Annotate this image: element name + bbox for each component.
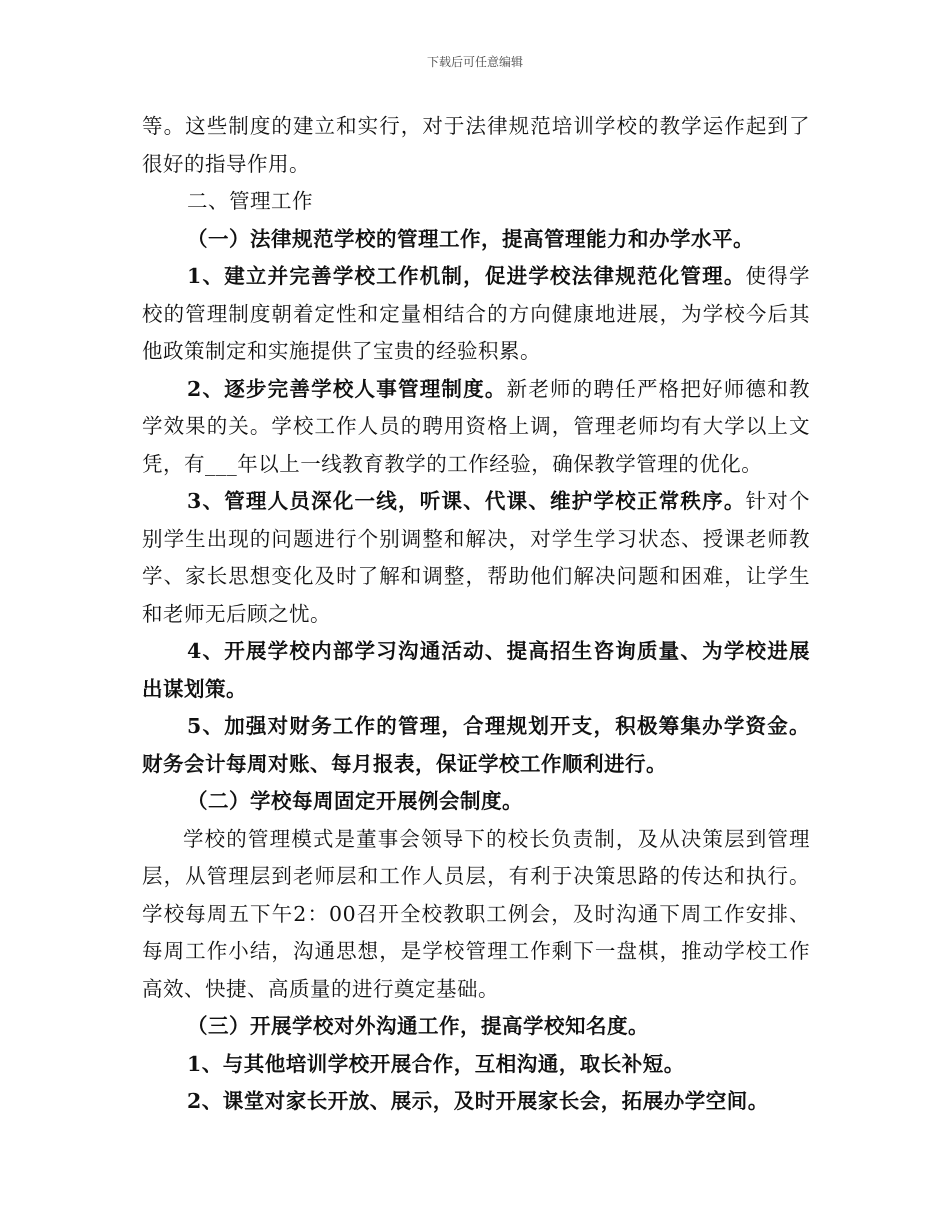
item-paragraph-5: 5、加强对财务工作的管理，合理规划开支，积极筹集办学资金。财务会计每周对账、每月报表，保证学校工作顺利进行。 — [142, 714, 810, 776]
paragraph-continuation: 等。这些制度的建立和实行，对于法律规范培训学校的教学运作起到了很好的指导作用。 — [142, 114, 810, 176]
subsection-heading-2: （二）学校每周固定开展例会制度。 — [187, 789, 523, 813]
item-paragraph-3 — [142, 483, 810, 633]
page-header-note: 下载后可任意编辑 — [426, 55, 523, 69]
item-text-1: 使得学校的管理制度朝着定性和定量相结合的方向健康地进展，为学校今后其他政策制定和实施提供了宝贵的经验积累。 — [142, 264, 811, 363]
section-heading-management: 二、管理工作 — [187, 189, 313, 213]
item-text-2: 新老师的聘任严格把好师德和教学效果的关。学校工作人员的聘用资格上调，管理老师均有大学以上文凭，有___年以上一线教育教学的工作经验，确保教学管理的优化。 — [142, 376, 811, 476]
item-lead-3: 3、管理人员深化一线，听课、代课、维护学校正常秩序。 — [187, 489, 746, 513]
outreach-item-2: 2、课堂对家长开放、展示，及时开展家长会，拓展办学空间。 — [187, 1089, 769, 1113]
document-body — [142, 108, 810, 1121]
outreach-item-1: 1、与其他培训学校开展合作，互相沟通，取长补短。 — [187, 1051, 685, 1076]
item-paragraph-1 — [142, 258, 810, 371]
subsection-heading-3: （三）开展学校对外沟通工作，提高学校知名度。 — [187, 1014, 649, 1038]
item-paragraph-4: 4、开展学校内部学习沟通活动、提高招生咨询质量、为学校进展出谋划策。 — [142, 639, 810, 701]
item-lead-2: 2、逐步完善学校人事管理制度。 — [187, 376, 507, 401]
item-text-3: 针对个别学生出现的问题进行个别调整和解决，对学生学习状态、授课老师教学、家长思想变化及时了解和调整，帮助他们解决问题和困难，让学生和老师无后顾之忧。 — [142, 489, 811, 626]
item-lead-1: 1、建立并完善学校工作机制，促进学校法律规范化管理。 — [187, 264, 746, 288]
meeting-paragraph: 学校的管理模式是董事会领导下的校长负责制，及从决策层到管理层，从管理层到老师层和工作人员层，有利于决策思路的传达和执行。学校每周五下午2：00召开全校教职工例会，及时沟通下周工作安排、每周工作小结，沟通思想，是学校管理工作剩下一盘棋，推动学校工作高效、快捷、高质量的进行奠定基础。 — [142, 826, 810, 1001]
item-paragraph-2 — [142, 371, 810, 484]
subsection-heading-1: （一）法律规范学校的管理工作，提高管理能力和办学水平。 — [187, 226, 754, 251]
